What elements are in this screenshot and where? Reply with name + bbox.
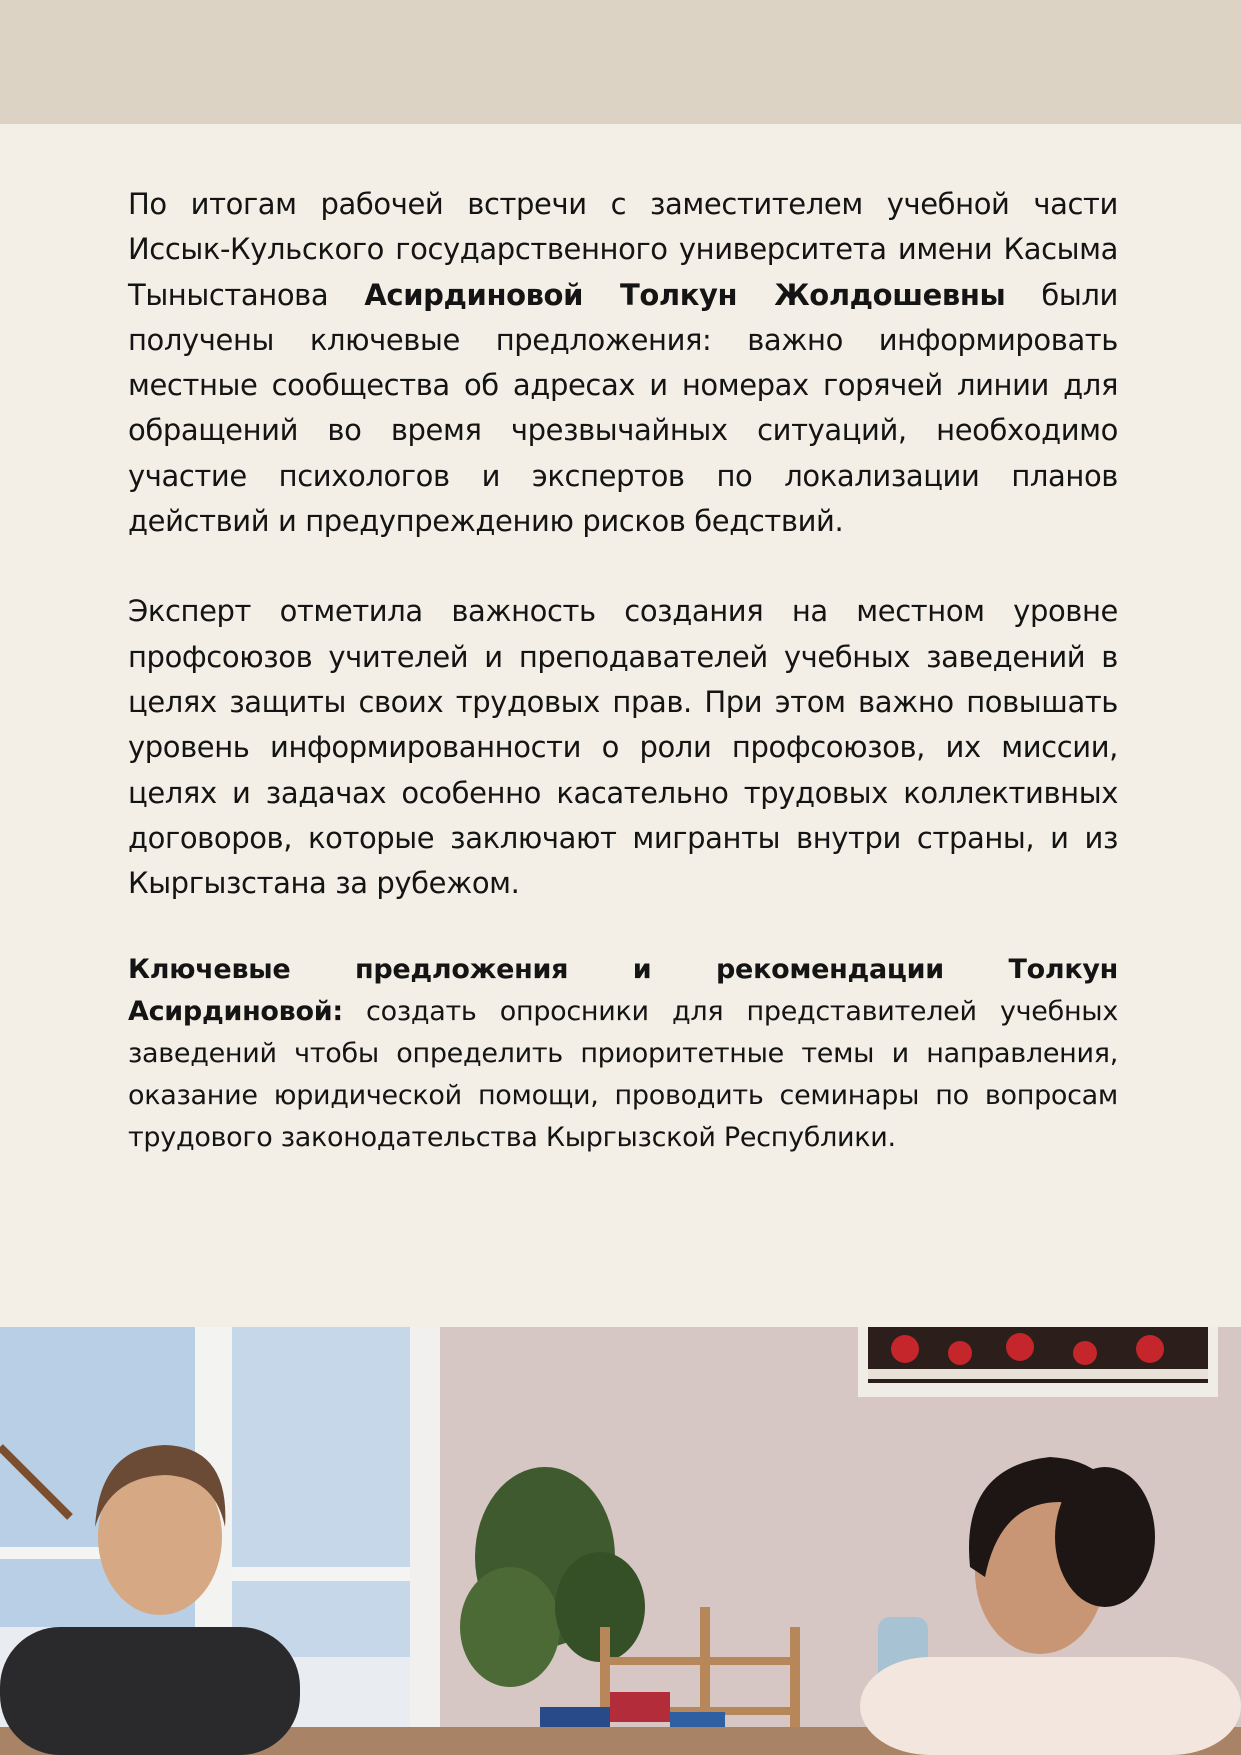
paragraph-recommendations: [128, 949, 1118, 1159]
paragraph-text: были получены ключевые предложения: важно информировать местные сообщества об адресах и номерах горячей линии для обращений во время чрезвычайных ситуаций, необходимо участие психологов и экспертов по локализации планов действий и предупреждению рисков бедствий.: [128, 277, 1118, 539]
paragraph-meeting-results: [128, 182, 1118, 544]
paragraph-text: По итогам рабочей встречи с заместителем учебной части Иссык-Кульского государственного университета имени Касыма Тыныстанова: [128, 187, 1118, 312]
expert-name: Асирдиновой Толкун Жолдошевны: [364, 277, 1006, 312]
paragraph-trade-unions: [128, 589, 1118, 906]
paragraph-text: создать опросники для представителей учебных заведений чтобы определить приоритетные темы и направления, оказание юридической помощи, проводить семинары по вопросам трудового законодательства Кыргызской Республики.: [128, 996, 1118, 1154]
recommendations-heading: Ключевые предложения и рекомендации Толкун Асирдиновой:: [128, 954, 1118, 1028]
article-body: [128, 182, 1118, 1159]
paragraph-text: Эксперт отметила важность создания на местном уровне профсоюзов учителей и преподавателей учебных заведений в целях защиты своих трудовых прав. При этом важно повышать уровень информированности о роли профсоюзов, их миссии, целях и задачах особенно касательно трудовых коллективных договоров, которые заключают мигранты внутри страны, и из Кыргызстана за рубежом.: [128, 594, 1118, 901]
meeting-photo: [0, 1327, 1241, 1755]
header-band: [0, 0, 1241, 124]
